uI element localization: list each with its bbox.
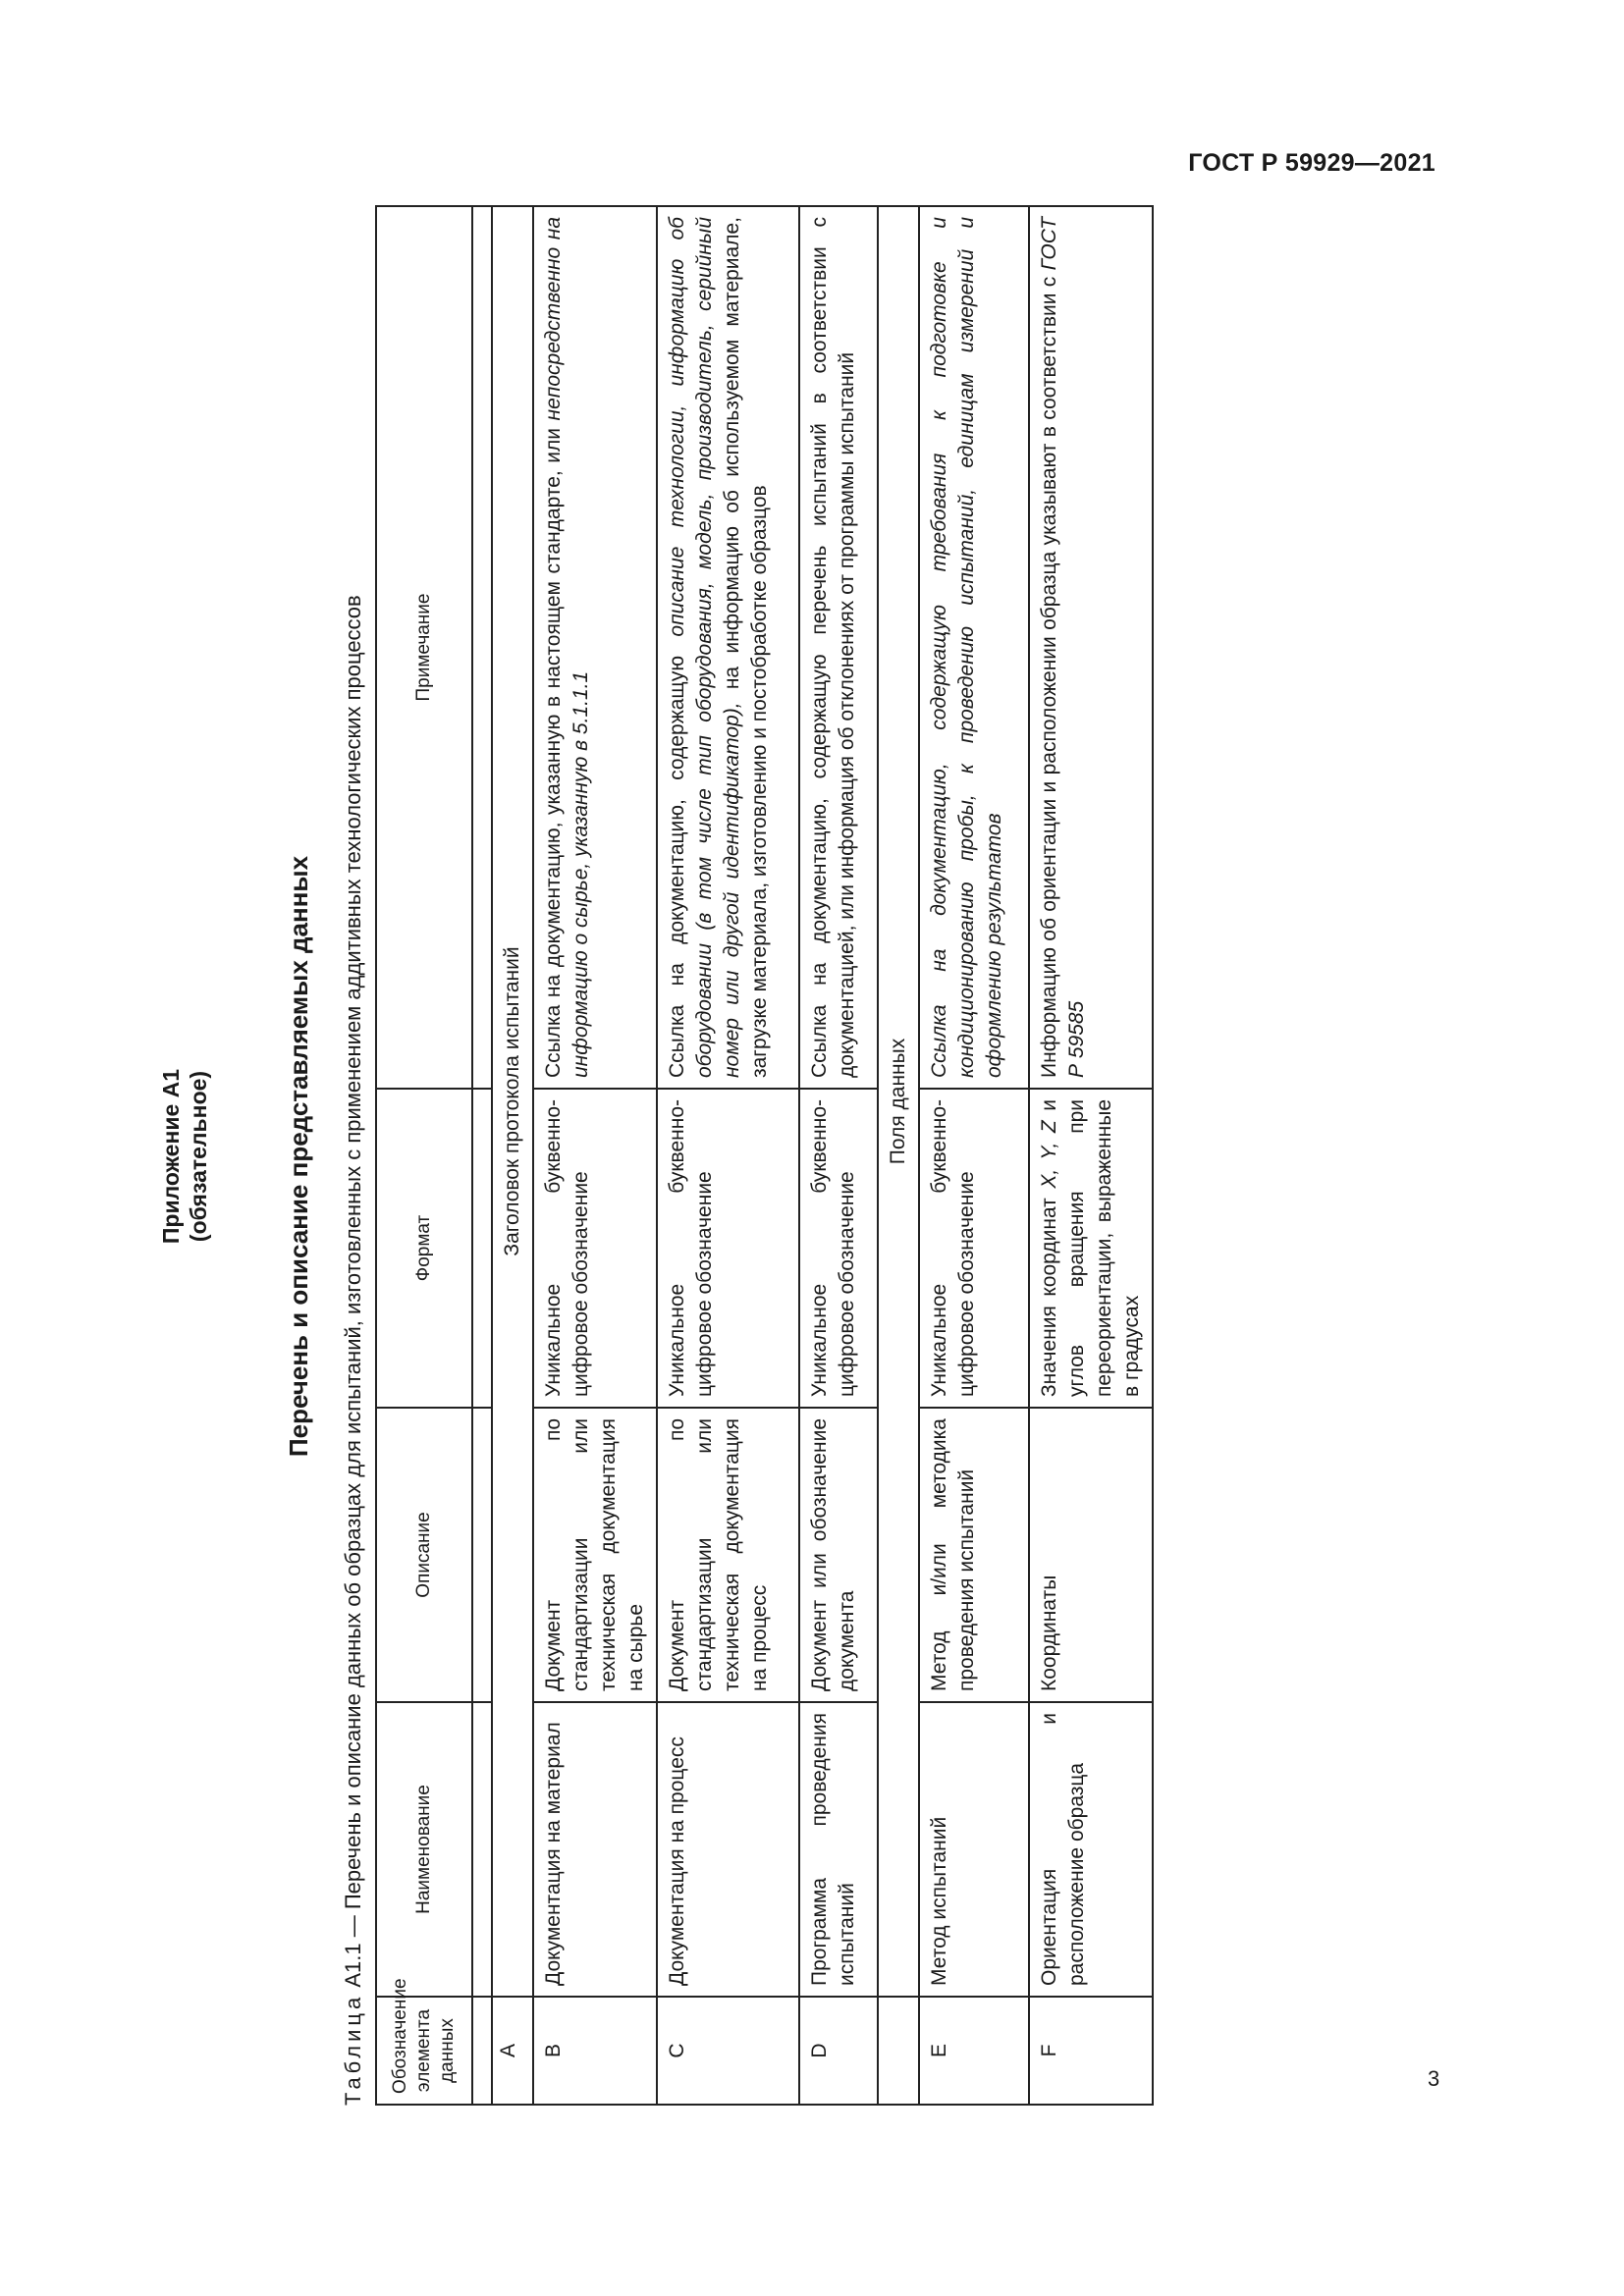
annex-status: (обязательное): [186, 1070, 211, 1243]
table-header-row: [376, 206, 472, 2105]
cell-code-d: D: [799, 1997, 878, 2105]
rotated-content: [157, 207, 1194, 2106]
cell-format-d: Уникальное буквенно-цифровое обозначение: [799, 1089, 878, 1408]
cell-code-c: C: [657, 1997, 799, 2105]
standard-header: ГОСТ Р 59929—2021: [1188, 149, 1435, 177]
table-caption-text: А1.1 — Перечень и описание данных об образцах для испытаний, изготовленных с применением аддитивных технологических процессов: [341, 595, 365, 1994]
section-a-title: Заголовок протокола испытаний: [492, 206, 533, 1997]
cell-note-f: [1029, 206, 1153, 1089]
table-caption-label: Таблица: [341, 1993, 365, 2106]
cell-description-b: Документ по стандартизации или техническая документация на сырье: [533, 1408, 657, 1702]
table-row-c: [657, 206, 799, 2105]
note-c-text-2: на информацию об используемом материале, загрузке материала, изготовлению и постобработке образцов: [721, 217, 771, 1078]
cell-note-c: [657, 206, 799, 1089]
annex-heading: [157, 207, 253, 2106]
note-f-italic: ГОСТ Р 59585: [1038, 217, 1088, 1078]
annex-title: Приложение А1: [158, 1068, 184, 1245]
cell-format-b: Уникальное буквенно-цифровое обозначение: [533, 1089, 657, 1408]
data-table: [375, 205, 1154, 2106]
cell-name-c: Документация на процесс: [657, 1702, 799, 1997]
header-note: Примечание: [376, 206, 472, 1089]
format-f-italic: X, Y, Z: [1038, 1120, 1060, 1189]
note-b-text: Ссылка на документацию, указанную в настоящем стандарте, или: [542, 420, 565, 1078]
cell-note-b: [533, 206, 657, 1089]
cell-name-d: Программа проведения испытаний: [799, 1702, 878, 1997]
header-name: Наименование: [376, 1702, 472, 1997]
section-title: Перечень и описание представляемых данных: [284, 855, 313, 1458]
note-c-text-1: Ссылка на документацию, содержащую: [666, 636, 688, 1078]
cell-code-fields: [878, 1997, 919, 2105]
section-fields-title: Поля данных: [878, 206, 919, 1997]
cell-description-f: Координаты: [1029, 1408, 1153, 1702]
table-row-fields: [878, 206, 919, 2105]
table-row-a: [492, 206, 533, 2105]
format-f-text-1: Значения координат: [1038, 1188, 1060, 1397]
header-description: Описание: [376, 1408, 472, 1702]
cell-description-d: Документ или обозначение документа: [799, 1408, 878, 1702]
note-e-italic: Ссылка на документацию, содержащую требования к подготовке и кондиционированию пробы, к проведению испытаний, единицам измерений и оформлению результатов: [928, 217, 1005, 1078]
cell-code-a: A: [492, 1997, 533, 2105]
table-row-f: [1029, 206, 1153, 2105]
cell-format-f: [1029, 1089, 1153, 1408]
cell-code-f: F: [1029, 1997, 1153, 2105]
table-separator: [472, 206, 492, 2105]
cell-name-f: Ориентация и расположение образца: [1029, 1702, 1153, 1997]
table-row-e: [919, 206, 1029, 2105]
cell-note-e: [919, 206, 1029, 1089]
cell-name-e: Метод испытаний: [919, 1702, 1029, 1997]
cell-description-e: Метод и/или методика проведения испытаний: [919, 1408, 1029, 1702]
note-f-text: Информацию об ориентации и расположении образца указывают в соответствии с: [1038, 270, 1060, 1078]
format-f-text-2: и углов вращения при переориентации, выраженные в градусах: [1038, 1099, 1143, 1397]
note-b-italic: непосредственно на информацию о сырье, указанную в 5.1.1.1: [542, 217, 592, 1078]
cell-code-e: E: [919, 1997, 1029, 2105]
cell-name-b: Документация на материал: [533, 1702, 657, 1997]
table-row-b: [533, 206, 657, 2105]
cell-format-c: Уникальное буквенно-цифровое обозначение: [657, 1089, 799, 1408]
page-number: 3: [1428, 2066, 1440, 2091]
cell-code-b: B: [533, 1997, 657, 2105]
header-code: Обозначение элемента данных: [376, 1997, 472, 2105]
cell-format-e: Уникальное буквенно-цифровое обозначение: [919, 1089, 1029, 1408]
table-row-d: [799, 206, 878, 2105]
cell-description-c: Документ по стандартизации или техническая документация на процесс: [657, 1408, 799, 1702]
cell-note-d: Ссылка на документацию, содержащую перечень испытаний в соответствии с документацией, или информация об отклонениях от программы испытаний: [799, 206, 878, 1089]
header-format: Формат: [376, 1089, 472, 1408]
note-c-italic: описание технологии, информацию об оборудовании (в том числе тип оборудования, модель, производитель, серийный номер или другой идентификатор),: [666, 217, 743, 1078]
table-caption: [339, 207, 372, 2106]
